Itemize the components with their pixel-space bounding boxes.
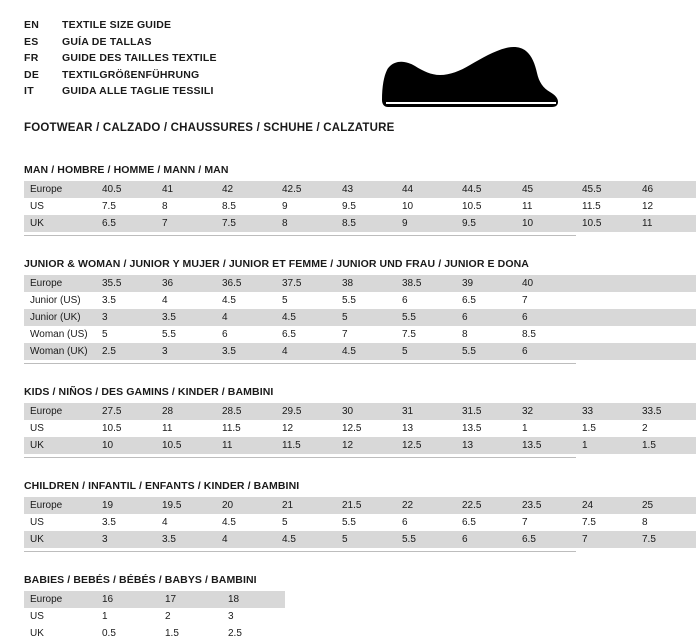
size-cell: 11.5 (576, 198, 636, 215)
size-cell: 4 (156, 514, 216, 531)
row-label: US (24, 198, 96, 215)
size-cell: 8 (456, 326, 516, 343)
size-cell: 6 (216, 326, 276, 343)
size-cell: 6 (396, 514, 456, 531)
size-cell: 7 (156, 215, 216, 232)
size-cell: 5 (96, 326, 156, 343)
size-cell: 28 (156, 403, 216, 420)
size-cell: 36.5 (216, 275, 276, 292)
size-cell: 44.5 (456, 181, 516, 198)
size-table-babies (24, 591, 285, 642)
size-cell: 22.5 (456, 497, 516, 514)
language-title: TEXTILGRÖßENFÜHRUNG (62, 68, 200, 81)
row-label: UK (24, 215, 96, 232)
size-cell: 12 (276, 420, 336, 437)
size-cell: 20 (216, 497, 276, 514)
row-label: UK (24, 437, 96, 454)
size-cell: 4 (216, 309, 276, 326)
size-cell: 46 (636, 181, 696, 198)
language-title: GUIDE DES TAILLES TEXTILE (62, 52, 217, 64)
size-cell: 6 (456, 309, 516, 326)
table-row (24, 215, 696, 232)
size-cell: 19.5 (156, 497, 216, 514)
size-cell: 24 (576, 497, 636, 514)
size-cell: 3 (156, 343, 216, 360)
size-cell: 22 (396, 497, 456, 514)
size-cell: 10 (516, 215, 576, 232)
table-row (24, 403, 696, 420)
size-cell: 10.5 (576, 215, 636, 232)
size-cell: 3 (222, 608, 285, 625)
size-cell: 4.5 (276, 309, 336, 326)
size-cell: 9.5 (456, 215, 516, 232)
size-cell: 38 (336, 275, 396, 292)
table-row (24, 198, 696, 215)
row-label: Europe (24, 181, 96, 198)
language-code: EN (24, 19, 40, 31)
table-row (24, 625, 285, 642)
size-cell: 25 (636, 497, 696, 514)
row-label: Woman (US) (24, 326, 96, 343)
language-title-list (24, 18, 217, 101)
size-group-junior-woman (24, 258, 576, 364)
size-cell: 13 (456, 437, 516, 454)
size-cell: 4.5 (276, 531, 336, 548)
language-code: FR (24, 52, 39, 64)
table-row (24, 514, 696, 531)
size-cell: 1 (516, 420, 576, 437)
size-cell: 10.5 (156, 437, 216, 454)
group-title: KIDS / NIÑOS / DES GAMINS / KINDER / BAMBINI (24, 386, 274, 398)
size-cell: 21 (276, 497, 336, 514)
row-label: Junior (US) (24, 292, 96, 309)
size-cell: 6 (456, 531, 516, 548)
size-cell: 38.5 (396, 275, 456, 292)
group-title: BABIES / BEBÉS / BÉBÉS / BABYS / BAMBINI (24, 574, 257, 586)
header (24, 18, 576, 116)
language-row (24, 68, 217, 85)
size-cell: 31.5 (456, 403, 516, 420)
size-cell: 4 (276, 343, 336, 360)
language-row (24, 35, 217, 52)
row-label: Europe (24, 497, 96, 514)
size-cell: 8.5 (216, 198, 276, 215)
size-cell: 11 (216, 437, 276, 454)
size-cell: 12.5 (396, 437, 456, 454)
size-cell: 3.5 (156, 531, 216, 548)
size-cell: 36 (156, 275, 216, 292)
size-cell: 6 (516, 309, 576, 326)
divider (24, 235, 576, 236)
language-title: GUIDA ALLE TAGLIE TESSILI (62, 85, 214, 97)
row-label: UK (24, 625, 96, 642)
size-cell: 9 (396, 215, 456, 232)
size-group-children (24, 480, 656, 552)
size-cell: 8 (636, 514, 696, 531)
size-cell: 42 (216, 181, 276, 198)
row-label: US (24, 514, 96, 531)
group-title: JUNIOR & WOMAN / JUNIOR Y MUJER / JUNIOR ET FEMME / JUNIOR UND FRAU / JUNIOR E DONA (24, 258, 529, 270)
language-code: DE (24, 68, 40, 81)
size-cell: 12 (636, 198, 696, 215)
size-cell: 10 (96, 437, 156, 454)
size-cell: 11 (156, 420, 216, 437)
table-row (24, 497, 696, 514)
size-cell: 5.5 (336, 514, 396, 531)
table-row (24, 181, 696, 198)
size-cell: 1 (96, 608, 159, 625)
size-cell: 21.5 (336, 497, 396, 514)
row-label: Europe (24, 403, 96, 420)
size-cell: 17 (159, 591, 222, 608)
size-cell: 10 (396, 198, 456, 215)
size-cell: 33.5 (636, 403, 696, 420)
size-cell: 42.5 (276, 181, 336, 198)
size-cell: 11 (516, 198, 576, 215)
language-title-list-body (24, 18, 217, 101)
row-label: US (24, 420, 96, 437)
size-cell: 30 (336, 403, 396, 420)
size-table-children (24, 497, 696, 548)
size-cell: 23.5 (516, 497, 576, 514)
size-cell: 40 (516, 275, 576, 292)
group-title: CHILDREN / INFANTIL / ENFANTS / KINDER / BAMBINI (24, 480, 300, 492)
size-cell: 7.5 (396, 326, 456, 343)
row-label: Junior (UK) (24, 309, 96, 326)
size-cell: 4.5 (216, 292, 276, 309)
size-cell: 5.5 (396, 309, 456, 326)
size-cell: 8.5 (516, 326, 576, 343)
size-cell: 3.5 (156, 309, 216, 326)
language-row (24, 51, 217, 68)
size-cell: 37.5 (276, 275, 336, 292)
size-cell: 6.5 (516, 531, 576, 548)
size-cell: 8 (156, 198, 216, 215)
dress-shoe-icon (374, 42, 560, 114)
size-cell: 1.5 (636, 437, 696, 454)
size-cell: 9.5 (336, 198, 396, 215)
row-label: Woman (UK) (24, 343, 96, 360)
size-cell: 5.5 (456, 343, 516, 360)
divider (24, 363, 576, 364)
size-cell: 9 (276, 198, 336, 215)
size-cell: 12 (336, 437, 396, 454)
size-cell: 13.5 (456, 420, 516, 437)
size-cell: 41 (156, 181, 216, 198)
size-cell: 7.5 (96, 198, 156, 215)
table-row (24, 309, 696, 326)
language-code: ES (24, 35, 39, 48)
size-cell: 5 (396, 343, 456, 360)
group-title: MAN / HOMBRE / HOMME / MANN / MAN (24, 164, 229, 176)
size-cell: 7 (516, 514, 576, 531)
size-cell: 5 (336, 531, 396, 548)
size-cell: 40.5 (96, 181, 156, 198)
size-cell: 5.5 (336, 292, 396, 309)
table-row (24, 591, 285, 608)
size-cell: 28.5 (216, 403, 276, 420)
size-cell: 44 (396, 181, 456, 198)
size-cell: 31 (396, 403, 456, 420)
size-cell: 43 (336, 181, 396, 198)
size-cell: 1.5 (159, 625, 222, 642)
language-row (24, 18, 217, 35)
size-cell: 7.5 (576, 514, 636, 531)
table-row (24, 326, 696, 343)
size-cell: 6.5 (456, 514, 516, 531)
size-cell: 8.5 (336, 215, 396, 232)
size-cell: 13.5 (516, 437, 576, 454)
size-cell: 4.5 (216, 514, 276, 531)
size-cell: 11.5 (216, 420, 276, 437)
size-cell: 6 (516, 343, 576, 360)
size-group-man (24, 164, 654, 236)
size-cell: 12.5 (336, 420, 396, 437)
table-row (24, 437, 696, 454)
size-cell: 2 (636, 420, 696, 437)
size-cell: 7 (336, 326, 396, 343)
size-cell: 4 (216, 531, 276, 548)
table-row (24, 420, 696, 437)
size-group-babies (24, 574, 576, 642)
size-cell: 0.5 (96, 625, 159, 642)
size-table-man (24, 181, 696, 232)
size-cell: 7 (576, 531, 636, 548)
size-cell: 13 (396, 420, 456, 437)
size-cell: 3.5 (96, 292, 156, 309)
size-cell: 11.5 (276, 437, 336, 454)
size-cell: 1 (576, 437, 636, 454)
row-label: UK (24, 531, 96, 548)
size-cell: 33 (576, 403, 636, 420)
size-cell: 7.5 (636, 531, 696, 548)
size-cell: 5.5 (396, 531, 456, 548)
size-cell: 3 (96, 531, 156, 548)
size-cell: 6.5 (456, 292, 516, 309)
size-cell: 35.5 (96, 275, 156, 292)
size-cell: 4.5 (336, 343, 396, 360)
size-cell: 10.5 (96, 420, 156, 437)
size-cell: 7.5 (216, 215, 276, 232)
size-cell: 39 (456, 275, 516, 292)
language-row (24, 84, 217, 101)
table-row (24, 531, 696, 548)
size-cell: 2.5 (222, 625, 285, 642)
size-cell: 45 (516, 181, 576, 198)
row-label: Europe (24, 275, 96, 292)
size-cell: 2 (159, 608, 222, 625)
size-cell: 11 (636, 215, 696, 232)
size-cell: 5 (276, 292, 336, 309)
size-cell: 27.5 (96, 403, 156, 420)
table-row (24, 608, 285, 625)
size-cell: 16 (96, 591, 159, 608)
language-code: IT (24, 85, 34, 97)
row-label: Europe (24, 591, 96, 608)
size-cell: 18 (222, 591, 285, 608)
language-title: GUÍA DE TALLAS (62, 35, 152, 48)
size-cell: 3 (96, 309, 156, 326)
size-cell: 5 (336, 309, 396, 326)
size-cell: 45.5 (576, 181, 636, 198)
size-cell: 3.5 (96, 514, 156, 531)
size-cell: 6.5 (96, 215, 156, 232)
language-title: TEXTILE SIZE GUIDE (62, 19, 172, 31)
size-cell: 10.5 (456, 198, 516, 215)
size-cell: 5.5 (156, 326, 216, 343)
size-cell: 6.5 (276, 326, 336, 343)
size-cell: 19 (96, 497, 156, 514)
size-cell: 3.5 (216, 343, 276, 360)
table-row (24, 343, 696, 360)
size-cell: 32 (516, 403, 576, 420)
page-title: FOOTWEAR / CALZADO / CHAUSSURES / SCHUHE / CALZATURE (24, 122, 395, 134)
divider (24, 551, 576, 552)
size-cell: 1.5 (576, 420, 636, 437)
size-cell: 6 (396, 292, 456, 309)
table-row (24, 292, 696, 309)
row-label: US (24, 608, 96, 625)
size-group-kids (24, 386, 662, 458)
size-cell: 5 (276, 514, 336, 531)
size-cell: 29.5 (276, 403, 336, 420)
size-table-kids (24, 403, 696, 454)
size-cell: 2.5 (96, 343, 156, 360)
size-table-junior-woman (24, 275, 696, 360)
divider (24, 457, 576, 458)
size-cell: 8 (276, 215, 336, 232)
size-cell: 7 (516, 292, 576, 309)
table-row (24, 275, 696, 292)
size-cell: 4 (156, 292, 216, 309)
